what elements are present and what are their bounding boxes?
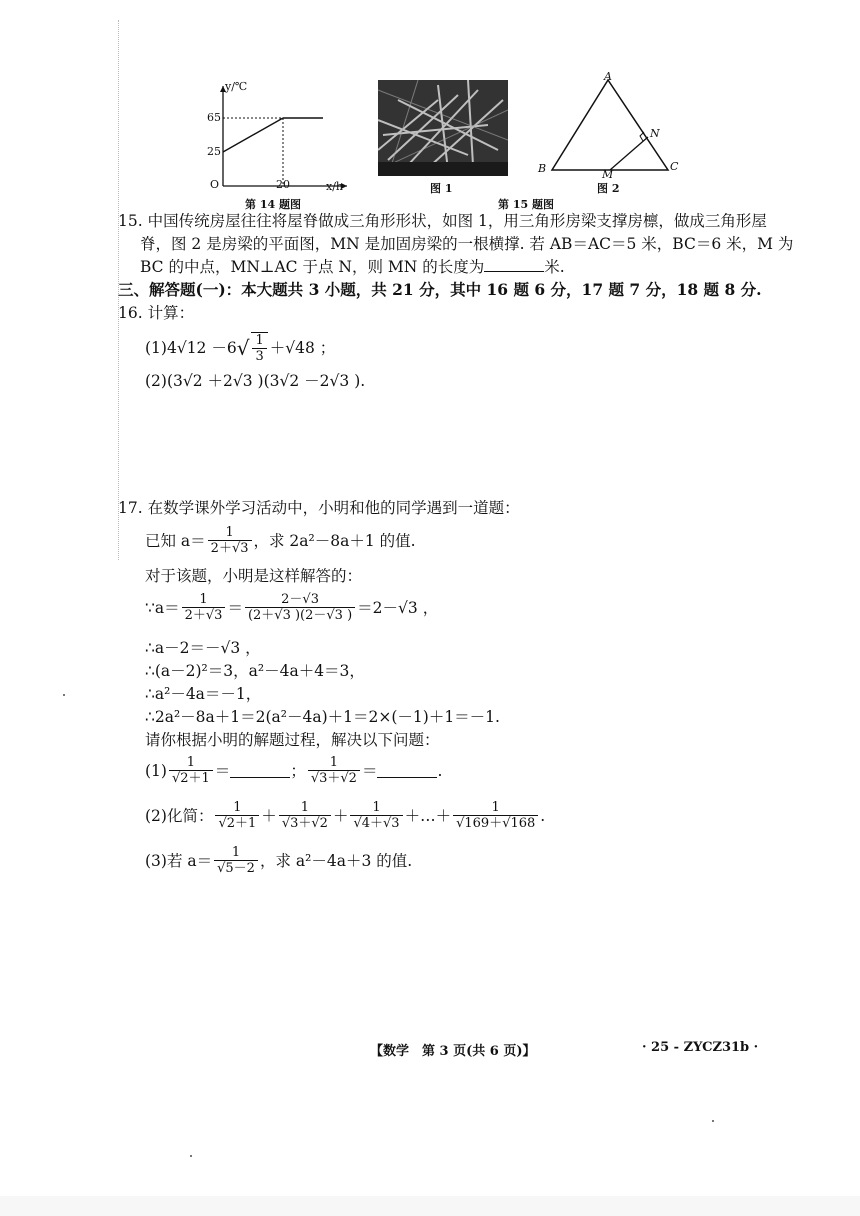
rising-segment [223, 118, 283, 152]
q16-part-1 [145, 332, 335, 364]
part-2-end: . [540, 806, 546, 825]
triangle-diagram [540, 70, 680, 182]
frac-den: √5－2 [214, 860, 258, 876]
q15-answer-blank[interactable] [484, 257, 544, 272]
step-1-eq: ＝ [227, 598, 243, 617]
scan-bottom-edge [0, 1196, 860, 1216]
scan-speck [190, 1155, 192, 1157]
plus-sign: ＋ [332, 806, 349, 825]
part-3-a: (3)若 a＝ [145, 851, 213, 870]
segment-mn [610, 137, 648, 170]
part-1-frac-2 [308, 755, 360, 786]
frac-num: 1 [186, 755, 196, 770]
figure-15-caption: 第 15 题图 [498, 198, 554, 211]
page-footer-center: 【数学 第 3 页(共 6 页)】 [370, 1044, 536, 1059]
part-1-answer-blank-2[interactable] [377, 763, 437, 778]
step-1-frac-2 [245, 592, 355, 623]
part-2-term-2 [279, 800, 331, 831]
q17-step-3: ∴(a－2)²＝3，a²－4a＋4＝3， [145, 662, 365, 680]
q17-given-b: ，求 2a²－8a＋1 的值. [253, 531, 416, 550]
section-3-heading: 三、解答题(一)：本大题共 3 小题，共 21 分，其中 16 题 6 分，17 题 7 分，18 题 8 分. [118, 280, 762, 299]
q17-step-1 [145, 592, 438, 623]
q17-intro: 对于该题，小明是这样解答的： [145, 567, 363, 585]
q16-part-1-a: (1)4√12 －6 [145, 339, 237, 357]
point-c-label: C [670, 160, 679, 173]
part-1-end: . [437, 761, 443, 780]
q17-given [145, 525, 416, 556]
figure-2-caption: 图 2 [597, 182, 620, 195]
frac-den: √4＋√3 [350, 815, 402, 831]
step-1-b: ＝2－√3 ， [357, 598, 439, 617]
triangle-abc [552, 80, 668, 170]
part-1-answer-blank-1[interactable] [230, 763, 290, 778]
part-3-frac [214, 845, 258, 876]
roof-beam-photo [378, 80, 508, 176]
frac-num: 1 [255, 333, 264, 348]
point-a-label: A [604, 70, 612, 83]
q15-line-3 [140, 256, 565, 278]
frac-den: √2＋1 [215, 815, 259, 831]
origin-label: O [210, 178, 220, 191]
plus-sign: ＋ [261, 806, 277, 825]
frac-num: 1 [233, 800, 242, 815]
page-footer-code: · 25 - ZYCZ31b · [642, 1040, 759, 1055]
figure-14-caption: 第 14 题图 [245, 198, 301, 211]
frac-num: 1 [199, 592, 208, 607]
frac-num: 1 [329, 755, 339, 770]
scan-speck [712, 1120, 714, 1122]
q16-part-1-root: √ [236, 336, 250, 360]
frac-num: 1 [491, 800, 500, 815]
q17-step-4: ∴a²－4a＝－1， [145, 685, 262, 703]
part-2-term-3 [350, 800, 402, 831]
frac-num: 1 [300, 800, 310, 815]
point-m-label: M [602, 168, 614, 181]
scan-speck [63, 694, 65, 696]
point-b-label: B [538, 162, 547, 175]
q17-part-1 [145, 755, 442, 786]
part-2-term-1 [215, 800, 259, 831]
x-axis-label: x/h [326, 180, 343, 193]
y-tick-25: 25 [207, 145, 221, 158]
frac-den: √169＋√168 [453, 815, 538, 831]
step-1-a: ∵a＝ [145, 598, 180, 617]
q16-part-2: (2)(3√2 ＋2√3 )(3√2 －2√3 ). [145, 372, 366, 390]
q17-given-frac [208, 525, 252, 556]
q17-step-5: ∴2a²－8a＋1＝2(a²－4a)＋1＝2×(－1)＋1＝－1. [145, 708, 500, 726]
q17-ask: 请你根据小明的解题过程，解决以下问题： [145, 731, 440, 749]
q15-unit: 米. [544, 258, 565, 276]
step-1-frac-1 [182, 592, 226, 623]
y-tick-65: 65 [207, 111, 221, 124]
q16-part-1-frac [251, 332, 267, 364]
frac-den: (2＋√3 )(2－√3 ) [245, 607, 355, 623]
q17-step-2: ∴a－2＝－√3 ， [145, 639, 261, 657]
part-1-label: (1) [145, 761, 167, 780]
part-1-sep: ； [290, 761, 306, 780]
q17-part-2 [145, 800, 545, 831]
part-1-eq-1: ＝ [214, 761, 231, 780]
frac-num: 2－√3 [281, 592, 319, 607]
part-3-b: ，求 a²－4a＋3 的值. [259, 851, 413, 870]
figure-1-caption: 图 1 [430, 182, 453, 195]
q15-line-3-text: BC 的中点，MN⊥AC 于点 N，则 MN 的长度为 [140, 258, 485, 276]
frac-den: √3＋√2 [308, 770, 360, 786]
part-1-frac-1 [169, 755, 213, 786]
point-n-label: N [650, 127, 660, 140]
ellipsis-sum: ＋…＋ [404, 806, 452, 825]
y-axis-label: y/℃ [225, 80, 248, 93]
roof-beam-photo-art [378, 80, 508, 176]
q17-part-3 [145, 845, 412, 876]
frac-den: 2＋√3 [208, 540, 252, 556]
frac-den: 3 [252, 348, 266, 364]
frac-num: 1 [225, 525, 234, 540]
part-2-last-term [453, 800, 538, 831]
part-1-eq-2: ＝ [361, 761, 378, 780]
q17-title: 17. 在数学课外学习活动中，小明和他的同学遇到一道题： [118, 499, 520, 517]
frac-num: 1 [372, 800, 381, 815]
q15-line-1: 15. 中国传统房屋往往将屋脊做成三角形形状，如图 1，用三角形房梁支撑房檩，做成三角形屋 [118, 212, 767, 230]
q17-given-a: 已知 a＝ [145, 531, 206, 550]
part-2-label: (2)化简： [145, 806, 214, 825]
q15-line-2: 脊，图 2 是房梁的平面图，MN 是加固房梁的一根横撑. 若 AB＝AC＝5 米，BC＝6 米，M 为 [140, 235, 794, 253]
frac-den: √2＋1 [169, 770, 213, 786]
frac-num: 1 [231, 845, 241, 860]
x-tick-20: 20 [276, 178, 290, 191]
q16-part-1-b: ＋√48 ； [269, 339, 336, 357]
frac-den: 2＋√3 [182, 607, 226, 623]
frac-den: √3＋√2 [279, 815, 331, 831]
q16-title: 16. 计算： [118, 304, 195, 322]
